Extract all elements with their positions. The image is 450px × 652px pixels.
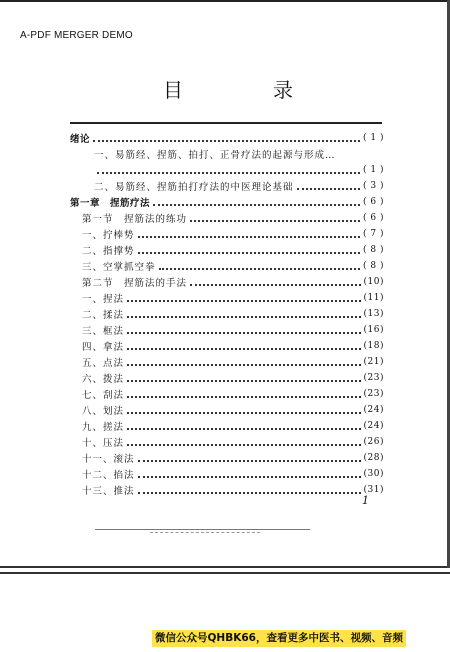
toc-entry-page: ( 7 ) <box>363 229 384 239</box>
toc-entry-page: ( 6 ) <box>363 197 384 207</box>
toc-entry-page: ( 1 ) <box>363 165 384 175</box>
toc-entry-label: 十一、滚法 <box>82 454 135 465</box>
toc-leader-dots <box>127 411 361 414</box>
toc-entry-label: 四、拿法 <box>82 342 125 353</box>
table-of-contents <box>70 130 384 498</box>
toc-entry <box>70 290 384 306</box>
toc-leader-dots <box>127 363 361 366</box>
toc-entry <box>70 466 384 482</box>
toc-entry <box>70 178 384 194</box>
title-char-1: 目 <box>163 78 183 102</box>
wechat-banner: 微信公众号QHBK66，查看更多中医书、视频、音频 <box>152 630 406 647</box>
toc-entry <box>70 130 384 146</box>
bottom-divider <box>95 529 310 530</box>
document-page <box>0 2 447 568</box>
toc-leader-dots <box>153 203 360 206</box>
toc-leader-dots <box>127 347 361 350</box>
toc-entry-page: (16) <box>363 325 384 335</box>
toc-entry <box>70 434 384 450</box>
toc-leader-dots <box>159 267 361 270</box>
toc-entry-page: ( 6 ) <box>363 213 384 223</box>
toc-entry-label: 第一章 捏筋疗法 <box>70 198 151 209</box>
toc-entry <box>70 402 384 418</box>
toc-entry <box>70 258 384 274</box>
toc-entry-page: (26) <box>363 437 384 447</box>
toc-leader-dots <box>190 283 361 286</box>
toc-entry-label: 一、捏法 <box>82 294 125 305</box>
title-divider <box>70 122 382 124</box>
toc-leader-dots <box>127 443 361 446</box>
toc-entry-page: (18) <box>363 341 384 351</box>
toc-entry-label: 三、空掌抓空拳 <box>82 262 156 273</box>
toc-entry-label: 九、搓法 <box>82 422 125 433</box>
toc-entry <box>70 322 384 338</box>
toc-entry-label: 二、易筋经、捏筋拍打疗法的中医理论基础 <box>94 182 294 193</box>
bottom-divider-faint <box>150 532 260 533</box>
toc-entry <box>70 370 384 386</box>
toc-entry <box>70 210 384 226</box>
toc-entry <box>70 418 384 434</box>
toc-entry-label: 第二节 捏筋法的手法 <box>82 278 188 289</box>
toc-entry-label: 二、揉法 <box>82 310 125 321</box>
toc-entry-page: ( 8 ) <box>363 245 384 255</box>
toc-leader-dots <box>138 251 361 254</box>
toc-entry <box>70 482 384 498</box>
toc-entry <box>70 338 384 354</box>
toc-leader-dots <box>97 171 360 174</box>
toc-entry-label: 七、刮法 <box>82 390 125 401</box>
toc-leader-dots <box>127 331 361 334</box>
page-title <box>163 74 293 103</box>
toc-entry-label: 五、点法 <box>82 358 125 369</box>
watermark-label: A-PDF MERGER DEMO <box>20 30 133 41</box>
toc-entry-label: 六、拨法 <box>82 374 125 385</box>
toc-entry-page: ( 3 ) <box>363 181 384 191</box>
toc-leader-dots <box>138 475 361 478</box>
toc-entry <box>70 354 384 370</box>
toc-leader-dots <box>138 459 361 462</box>
page-number: 1 <box>362 494 369 507</box>
toc-leader-dots <box>93 139 360 142</box>
toc-entry-page: (31) <box>363 485 384 495</box>
toc-leader-dots <box>127 395 361 398</box>
toc-leader-dots <box>127 299 361 302</box>
toc-leader-dots <box>138 491 361 494</box>
toc-leader-dots <box>127 379 361 382</box>
toc-entry-page: (21) <box>363 357 384 367</box>
toc-entry <box>70 450 384 466</box>
toc-entry-page: ( 1 ) <box>363 133 384 143</box>
toc-entry-page: (11) <box>363 293 384 303</box>
toc-leader-dots <box>127 427 361 430</box>
toc-entry-label: 八、划法 <box>82 406 125 417</box>
toc-leader-dots <box>127 315 361 318</box>
toc-entry <box>70 274 384 290</box>
toc-entry-label: 一、拧棒势 <box>82 230 135 241</box>
toc-leader-dots <box>190 219 360 222</box>
toc-entry <box>70 194 384 210</box>
toc-entry-label: 一、易筋经、捏筋、拍打、正骨疗法的起源与形成… <box>94 150 336 161</box>
toc-entry <box>70 146 384 162</box>
toc-entry <box>70 306 384 322</box>
toc-entry-page: (10) <box>363 277 384 287</box>
title-char-2: 录 <box>273 78 293 102</box>
toc-entry-page: (23) <box>363 373 384 383</box>
toc-entry-page: (23) <box>363 389 384 399</box>
toc-entry-label: 第一节 捏筋法的练功 <box>82 214 188 225</box>
toc-entry <box>70 386 384 402</box>
toc-entry-label: 三、框法 <box>82 326 125 337</box>
toc-entry-page: (24) <box>363 405 384 415</box>
toc-entry <box>70 226 384 242</box>
toc-entry-label: 十三、推法 <box>82 486 135 497</box>
toc-entry <box>70 162 384 178</box>
toc-entry-page: (28) <box>363 453 384 463</box>
toc-entry-page: (13) <box>363 309 384 319</box>
toc-leader-dots <box>297 187 361 190</box>
toc-entry-label: 十二、掐法 <box>82 470 135 481</box>
toc-entry-label: 二、指撑势 <box>82 246 135 257</box>
toc-entry-label: 绪论 <box>70 134 91 145</box>
toc-entry-page: (30) <box>363 469 384 479</box>
toc-leader-dots <box>138 235 361 238</box>
toc-entry-page: (24) <box>363 421 384 431</box>
toc-entry-page: ( 8 ) <box>363 261 384 271</box>
toc-entry-label: 十、压法 <box>82 438 125 449</box>
toc-entry <box>70 242 384 258</box>
